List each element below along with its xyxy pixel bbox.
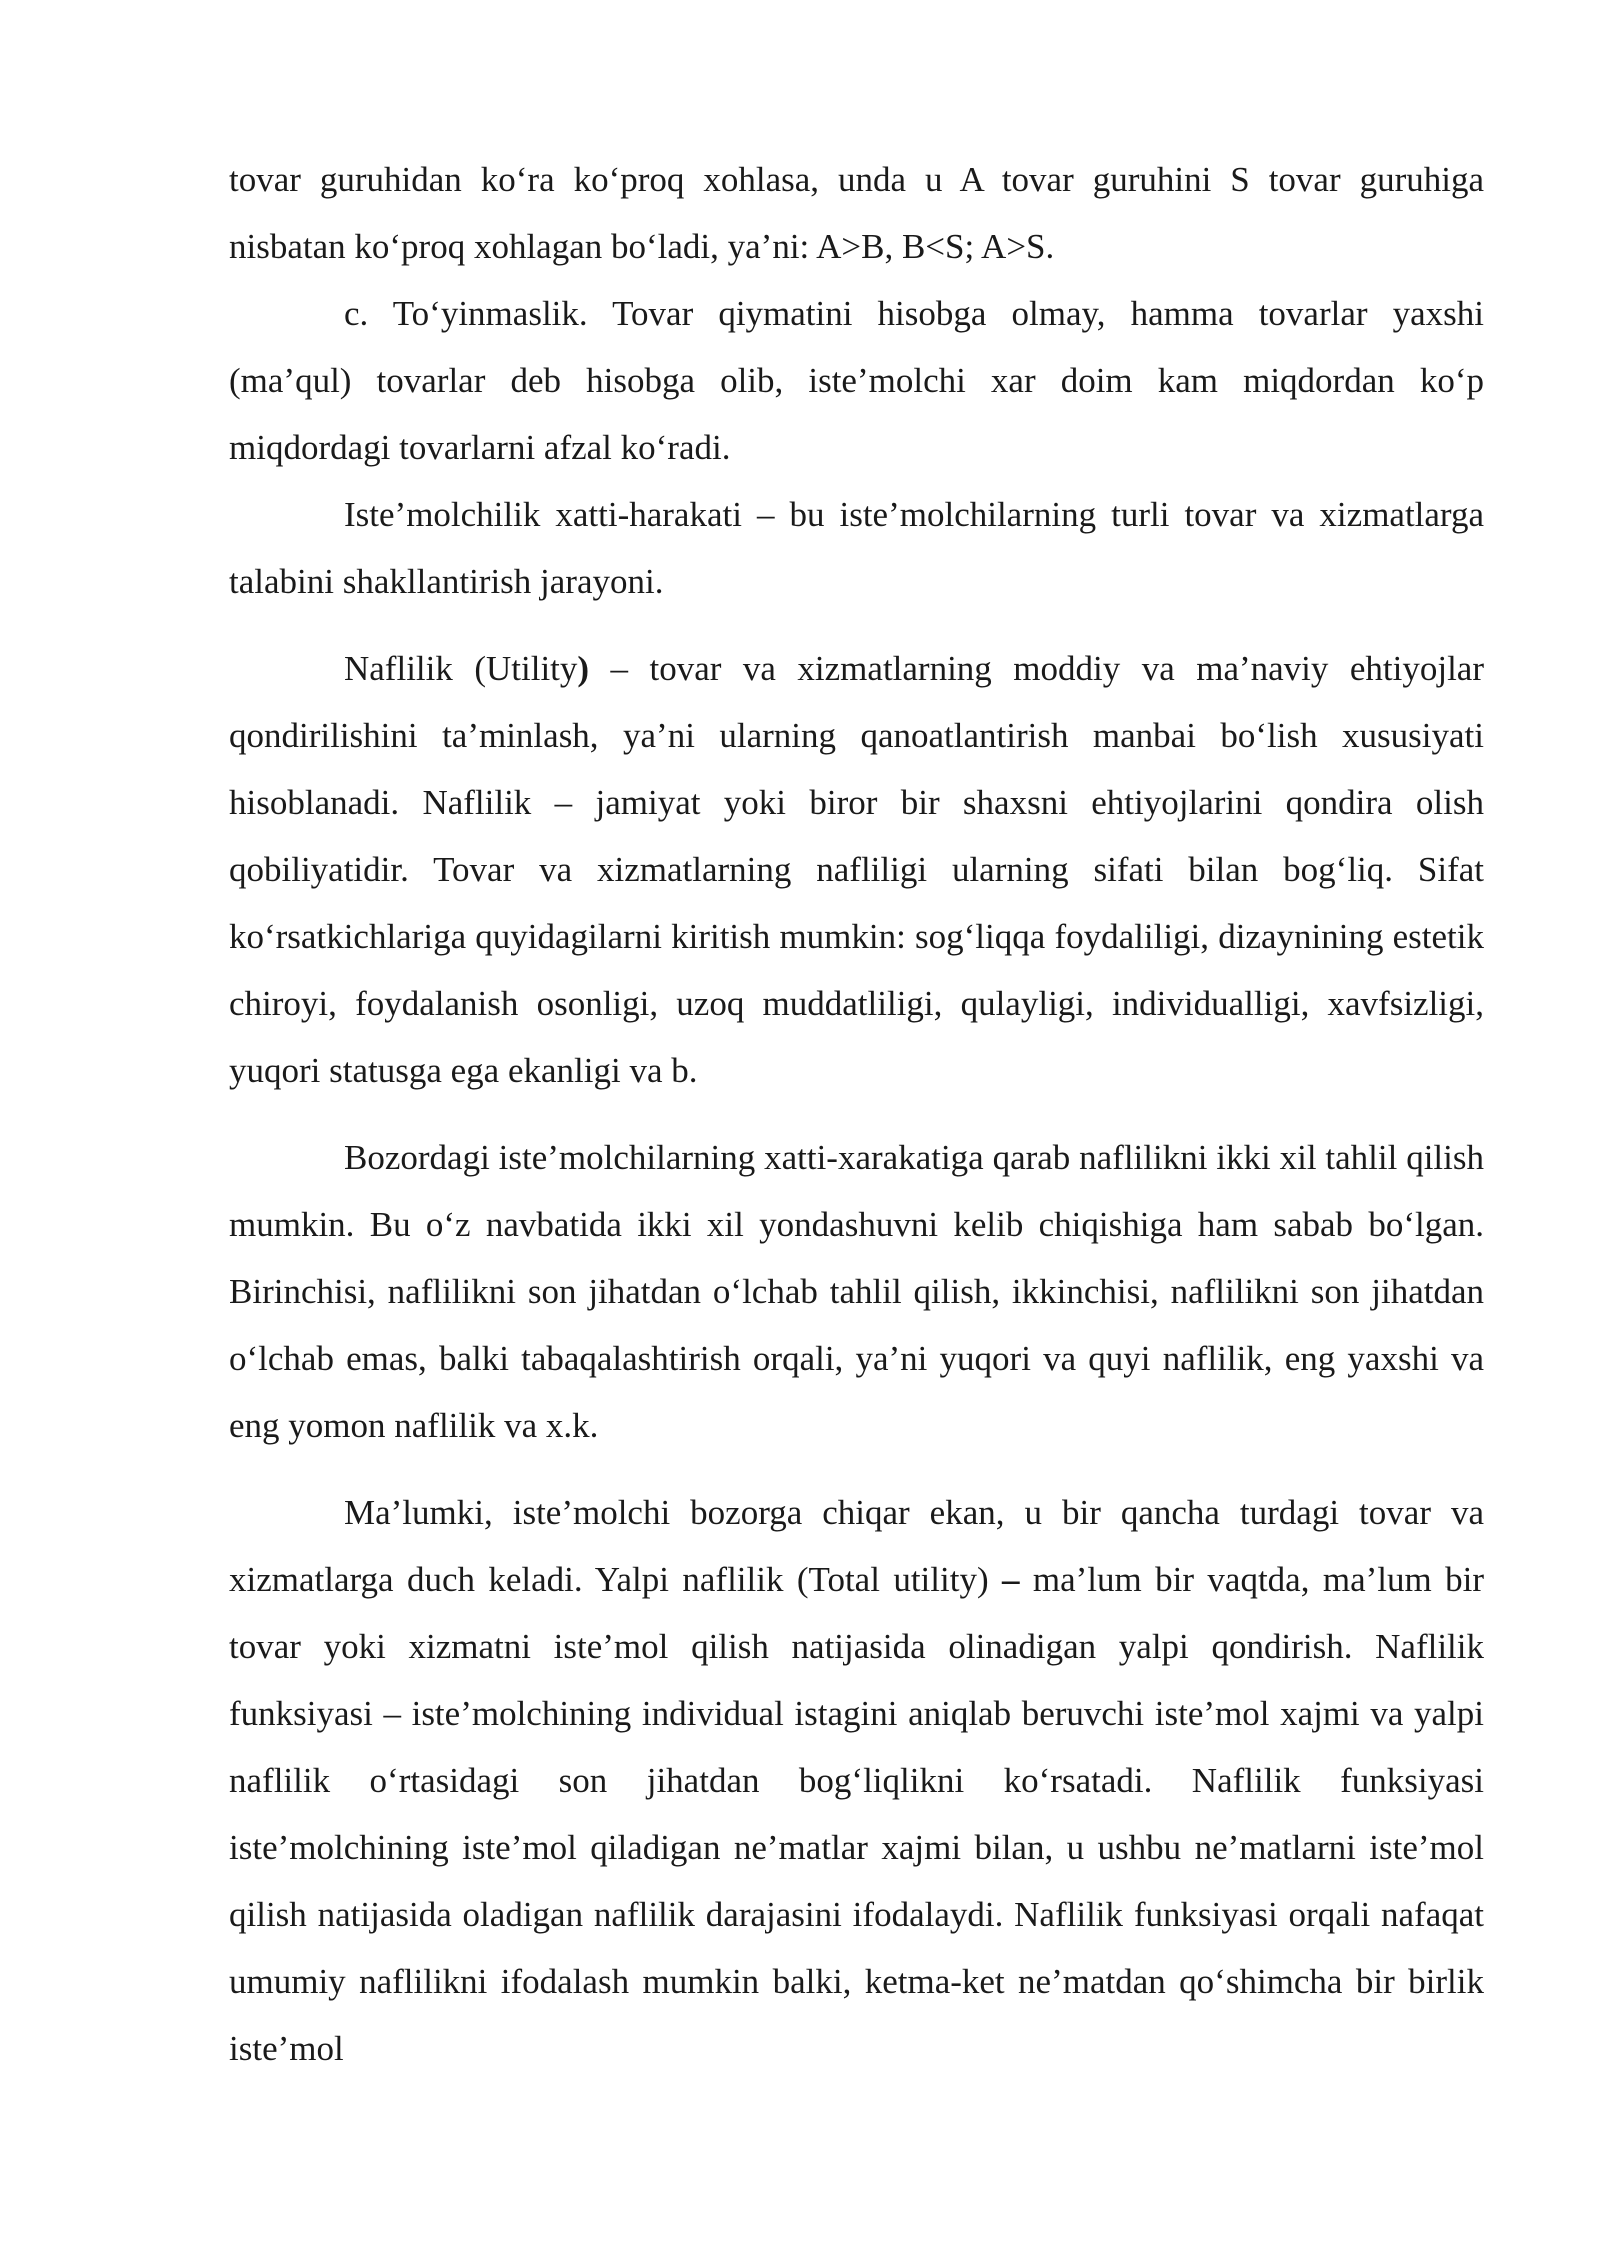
paragraph-total-utility [229,1479,1484,2082]
utility-term: Naflilik (Utility [344,649,578,688]
total-utility-intro: Ma’lumki, iste’molchi bozorga chiqar ekan, u bir qancha turdagi tovar va xizmatlarga duch keladi. Yalpi naflilik (Total utility) [229,1493,1484,1599]
utility-term-paren: ) [577,649,590,688]
paragraph-continuation: tovar guruhidan ko‘ra ko‘proq xohlasa, unda u A tovar guruhini S tovar guruhiga nisbatan ko‘proq xohlagan bo‘ladi, ya’ni: A>B, B<S; A>S. [229,160,1484,266]
total-utility-definition: ma’lum bir vaqtda, ma’lum bir tovar yoki xizmatni iste’mol qilish natijasida olinadigan yalpi qondirish. Naflilik funksiyasi – iste’molchining individual istagini aniqlab beruvchi iste’mol xajmi va yalpi naflilik o‘rtasidagi son jihatdan bog‘liqlikni ko‘rsatadi. Naflilik funksiyasi iste’molchining iste’mol qiladigan ne’matlar xajmi bilan, u ushbu ne’matlarni iste’mol qilish natijasida oladigan naflilik darajasini ifodalaydi. Naflilik funksiyasi orqali nafaqat umumiy naflilikni ifodalash mumkin balki, ketma-ket ne’matdan qo‘shimcha bir birlik iste’mol [229,1560,1484,2068]
paragraph-utility [229,635,1484,1104]
paragraph-non-satiation: c. To‘yinmaslik. Tovar qiymatini hisobga olmay, hamma tovarlar yaxshi (ma’qul) tovarlar deb hisobga olib, iste’molchi xar doim kam miqdordan ko‘p miqdordagi tovarlarni afzal ko‘radi. [229,294,1484,467]
total-utility-dash: – [1002,1560,1020,1599]
utility-definition: – tovar va xizmatlarning moddiy va ma’naviy ehtiyojlar qondirilishini ta’minlash, ya’ni ularning qanoatlantirish manbai bo‘lish xususiyati hisoblanadi. Naflilik – jamiyat yoki biror bir shaxsni ehtiyojlarini qondira olish qobiliyatidir. Tovar va xizmatlarning nafliligi ularning sifati bilan bog‘liq. Sifat ko‘rsatkichlariga quyidagilarni kiritish mumkin: sog‘liqqa foydaliligi, dizaynining estetik chiroyi, foydalanish osonligi, uzoq muddatliligi, qulayligi, individualligi, xavfsizligi, yuqori statusga ega ekanligi va b. [229,649,1485,1090]
paragraph-consumer-behavior: Iste’molchilik xatti-harakati – bu iste’molchilarning turli tovar va xizmatlarga talabini shakllantirish jarayoni. [229,495,1484,601]
paragraph-utility-analysis: Bozordagi iste’molchilarning xatti-xarakatiga qarab naflilikni ikki xil tahlil qilish mumkin. Bu o‘z navbatida ikki xil yondashuvni kelib chiqishiga ham sabab bo‘lgan. Birinchisi, naflilikni son jihatdan o‘lchab tahlil qilish, ikkinchisi, naflilikni son jihatdan o‘lchab emas, balki tabaqalashtirish orqali, ya’ni yuqori va quyi naflilik, eng yaxshi va eng yomon naflilik va x.k. [229,1138,1484,1445]
document-body [229,146,1484,2082]
